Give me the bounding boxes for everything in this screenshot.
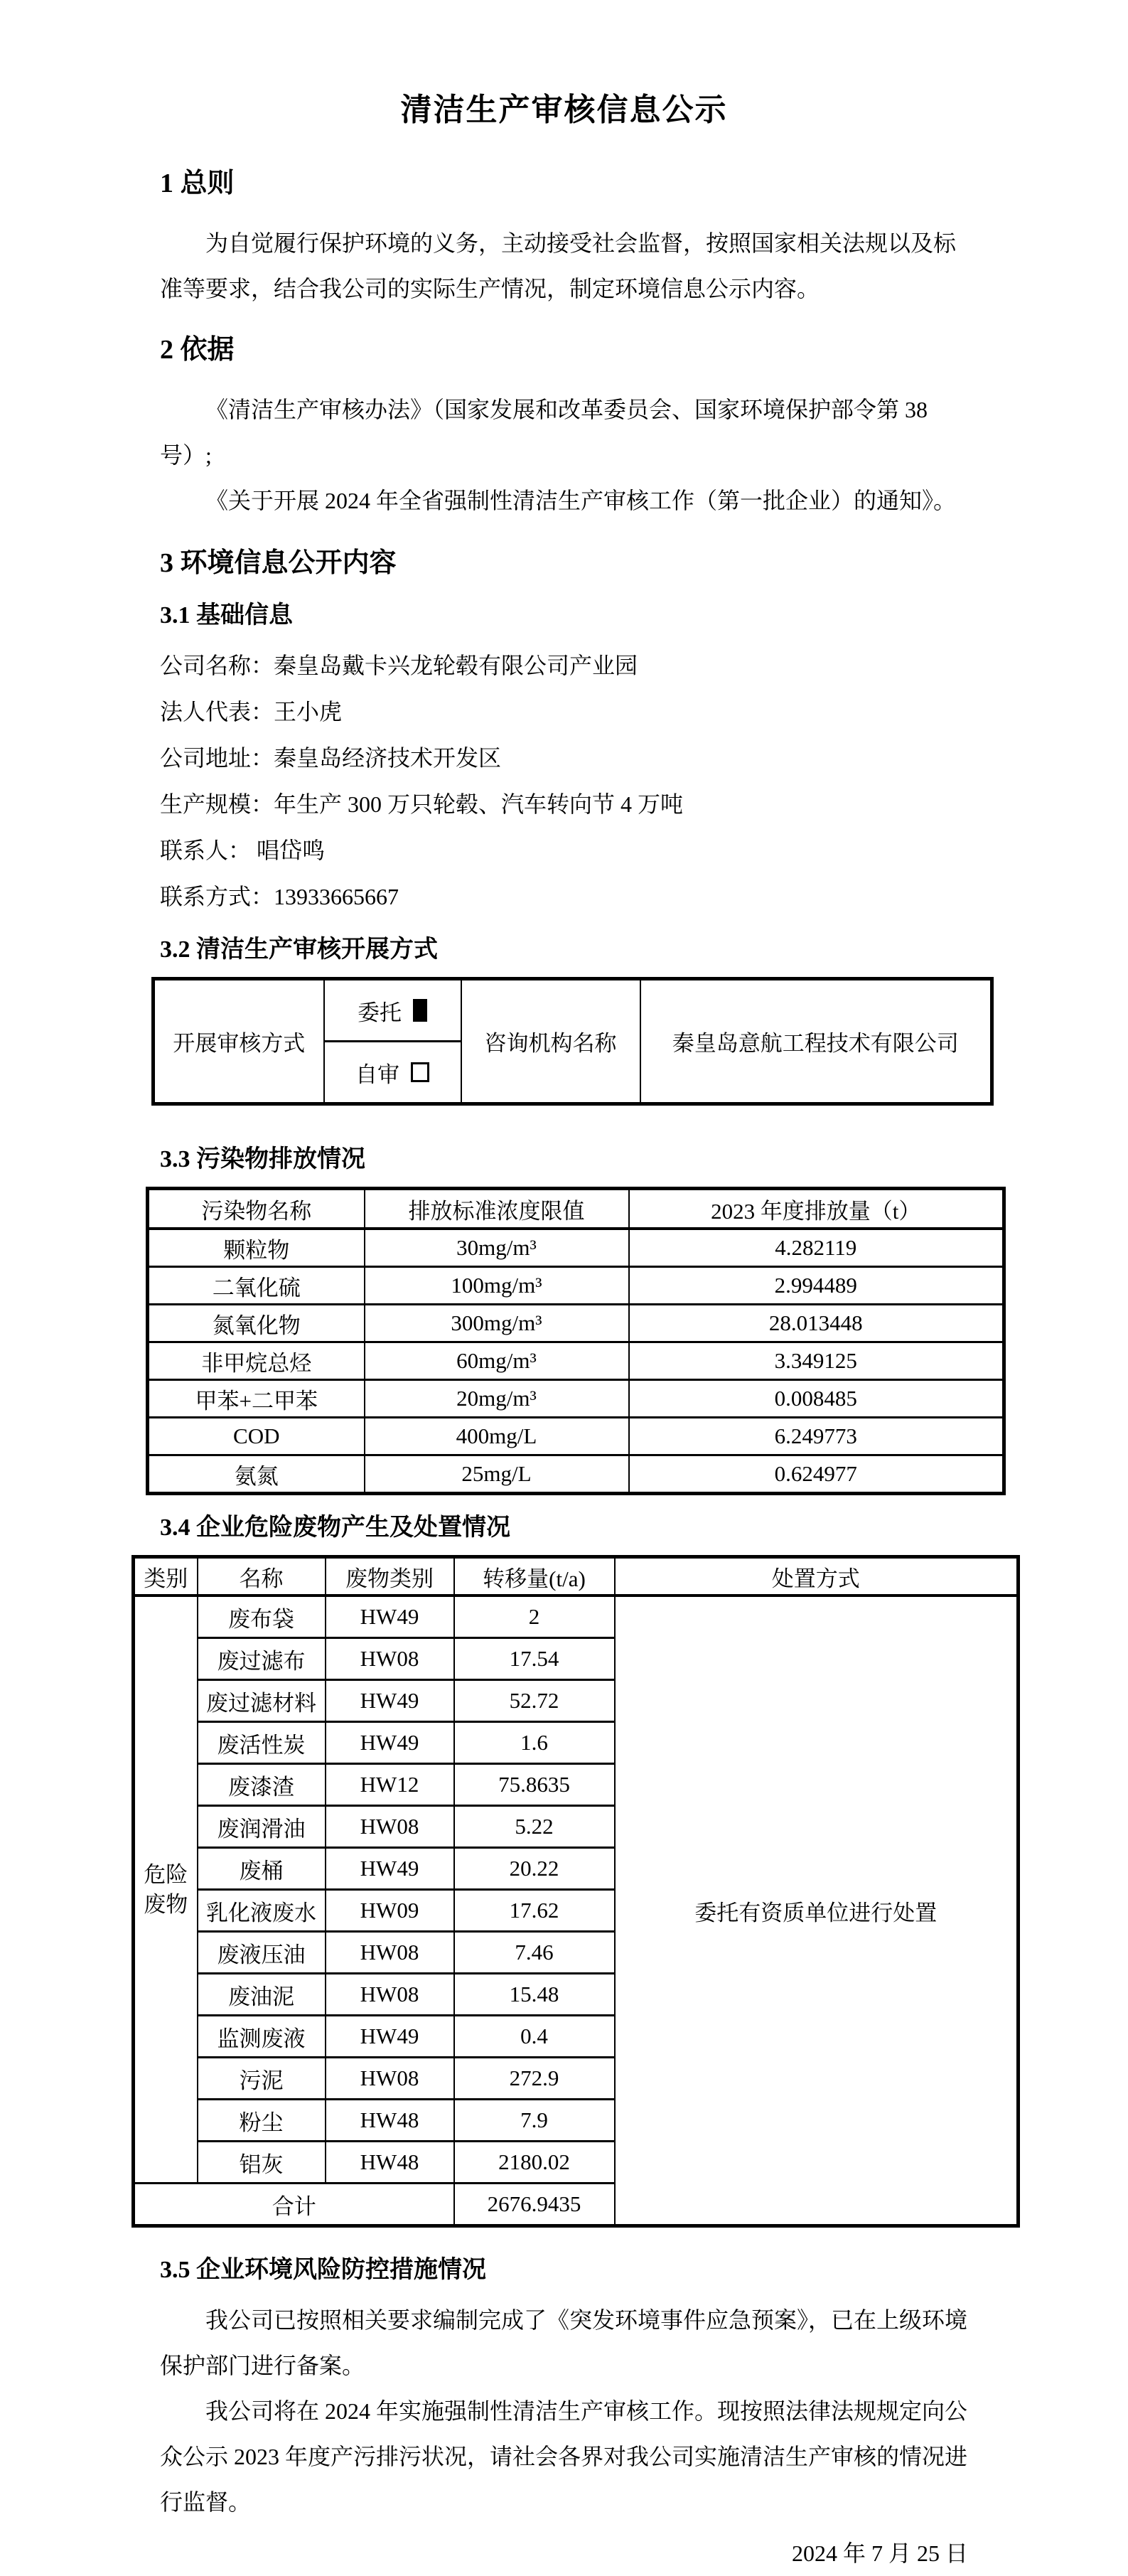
section-audit-method-heading: 3.2 清洁生产审核开展方式 [160,936,438,963]
audit-method-row-label: 开展审核方式 [154,979,324,1104]
waste-name-cell: 废液压油 [198,1932,326,1974]
waste-name-cell: 废活性炭 [198,1722,326,1764]
waste-category-cell: 危险废物 [134,1596,198,2184]
emissions-header-cell: 排放标准浓度限值 [365,1189,629,1229]
pollutant-name-cell: 非甲烷总烃 [148,1342,365,1380]
risk-paragraph: 我公司将在 2024 年实施强制性清洁生产审核工作。现按照法律法规规定向公众公示 2023 年度产污排污状况，请社会各界对我公司实施清洁生产审核的情况进行监督。 [160,2398,968,2515]
total-label-cell: 合计 [134,2184,454,2226]
waste-code-cell: HW49 [326,2016,454,2058]
option-self [355,1057,429,1089]
wastes-header-cell: 处置方式 [615,1557,1019,1596]
general-paragraph: 为自觉履行保护环境的义务，主动接受社会监督，按照国家相关法规以及标准等要求，结合我公司的实际生产情况，制定环境信息公示内容。 [160,230,957,301]
pollutant-amount-cell: 6.249773 [629,1418,1004,1455]
waste-name-cell: 废润滑油 [198,1806,326,1848]
option-entrust [358,995,427,1027]
pollutant-limit-cell: 300mg/m³ [365,1305,629,1342]
table-header-row [148,1189,1004,1229]
waste-name-cell: 粉尘 [198,2100,326,2142]
table-row [148,1418,1004,1455]
waste-amount-cell: 7.46 [454,1932,615,1974]
pollutant-name-cell: COD [148,1418,365,1455]
pollutant-limit-cell: 100mg/m³ [365,1267,629,1305]
checked-checkbox-icon [413,999,427,1022]
option-self-cell [324,1042,461,1104]
waste-amount-cell: 2 [454,1596,615,1638]
pollutant-limit-cell: 60mg/m³ [365,1342,629,1380]
wastes-header-cell: 转移量(t/a) [454,1557,615,1596]
waste-code-cell: HW49 [326,1596,454,1638]
waste-amount-cell: 1.6 [454,1722,615,1764]
waste-code-cell: HW49 [326,1848,454,1890]
disposal-method-cell: 委托有资质单位进行处置 [615,1596,1019,2226]
section-basis-heading: 2 依据 [160,335,235,365]
section-emissions-heading: 3.3 污染物排放情况 [160,1146,365,1172]
basis-list [160,387,968,523]
table-row [148,1455,1004,1494]
wastes-header-cell: 废物类别 [326,1557,454,1596]
pollutant-amount-cell: 4.282119 [629,1229,1004,1267]
pollutant-amount-cell: 0.624977 [629,1455,1004,1494]
table-row [148,1342,1004,1380]
emissions-table [146,1187,1006,1495]
pollutant-limit-cell: 30mg/m³ [365,1229,629,1267]
waste-amount-cell: 17.54 [454,1638,615,1680]
waste-name-cell: 污泥 [198,2058,326,2100]
waste-amount-cell: 17.62 [454,1890,615,1932]
pollutant-amount-cell: 28.013448 [629,1305,1004,1342]
waste-name-cell: 废漆渣 [198,1764,326,1806]
table-row [148,1267,1004,1305]
basis-item: 《清洁生产审核办法》（国家发展和改革委员会、国家环境保护部令第 38 号）; [160,397,928,468]
pollutant-name-cell: 氨氮 [148,1455,365,1494]
pollutant-name-cell: 二氧化硫 [148,1267,365,1305]
pollutant-name-cell: 颗粒物 [148,1229,365,1267]
waste-code-cell: HW08 [326,1974,454,2016]
table-row [134,1596,1019,1638]
pollutant-amount-cell: 0.008485 [629,1380,1004,1418]
consulting-org-name: 秦皇岛意航工程技术有限公司 [640,979,992,1104]
section-risk-heading: 3.5 企业环境风险防控措施情况 [160,2257,486,2283]
pollutant-amount-cell: 3.349125 [629,1342,1004,1380]
waste-amount-cell: 15.48 [454,1974,615,2016]
waste-code-cell: HW09 [326,1890,454,1932]
basis-item: 《关于开展 2024 年全省强制性清洁生产审核工作（第一批企业）的通知》。 [205,488,957,513]
waste-code-cell: HW08 [326,1638,454,1680]
waste-amount-cell: 20.22 [454,1848,615,1890]
wastes-header-cell: 类别 [134,1557,198,1596]
pollutant-name-cell: 甲苯+二甲苯 [148,1380,365,1418]
option-entrust-label: 委托 [358,1000,402,1025]
consulting-org-label: 咨询机构名称 [461,979,640,1104]
basic-info-line: 联系方式：13933665667 [160,884,399,909]
basic-info-line: 公司名称：秦皇岛戴卡兴龙轮毂有限公司产业园 [160,653,638,678]
waste-code-cell: HW48 [326,2142,454,2184]
audit-method-table [151,977,994,1106]
table-row [148,1380,1004,1418]
waste-code-cell: HW49 [326,1680,454,1722]
section-basic-info-heading: 3.1 基础信息 [160,602,293,629]
table-row [148,1229,1004,1267]
waste-code-cell: HW08 [326,1806,454,1848]
doc-date: 2024 年 7 月 25 日 [791,2540,968,2566]
table-row [154,979,992,1042]
pollutant-limit-cell: 25mg/L [365,1455,629,1494]
waste-code-cell: HW08 [326,1932,454,1974]
basic-info-line: 生产规模：年生产 300 万只轮毂、汽车转向节 4 万吨 [160,791,684,817]
section-wastes-heading: 3.4 企业危险废物产生及处置情况 [160,1514,510,1541]
pollutant-limit-cell: 400mg/L [365,1418,629,1455]
waste-name-cell: 废过滤材料 [198,1680,326,1722]
waste-amount-cell: 2180.02 [454,2142,615,2184]
waste-name-cell: 监测废液 [198,2016,326,2058]
pollutant-amount-cell: 2.994489 [629,1267,1004,1305]
section-disclosure-heading: 3 环境信息公开内容 [160,548,397,578]
option-entrust-cell [324,979,461,1042]
waste-name-cell: 废布袋 [198,1596,326,1638]
unchecked-checkbox-icon [411,1062,429,1082]
waste-amount-cell: 75.8635 [454,1764,615,1806]
basic-info-block [160,643,968,920]
pollutant-limit-cell: 20mg/m³ [365,1380,629,1418]
waste-amount-cell: 5.22 [454,1806,615,1848]
waste-name-cell: 废过滤布 [198,1638,326,1680]
table-row [148,1305,1004,1342]
waste-code-cell: HW12 [326,1764,454,1806]
table-header-row [134,1557,1019,1596]
waste-name-cell: 废油泥 [198,1974,326,2016]
waste-amount-cell: 272.9 [454,2058,615,2100]
pollutant-name-cell: 氮氧化物 [148,1305,365,1342]
waste-name-cell: 废桶 [198,1848,326,1890]
section-general-heading: 1 总则 [160,169,235,198]
waste-code-cell: HW49 [326,1722,454,1764]
emissions-header-cell: 2023 年度排放量（t） [629,1189,1004,1229]
waste-code-cell: HW08 [326,2058,454,2100]
risk-paragraph: 我公司已按照相关要求编制完成了《突发环境事件应急预案》，已在上级环境保护部门进行备案。 [160,2307,968,2378]
waste-code-cell: HW48 [326,2100,454,2142]
waste-amount-cell: 52.72 [454,1680,615,1722]
basic-info-line: 法人代表：王小虎 [160,699,343,725]
basic-info-line: 公司地址：秦皇岛经济技术开发区 [160,745,502,771]
emissions-header-cell: 污染物名称 [148,1189,365,1229]
wastes-header-cell: 名称 [198,1557,326,1596]
waste-name-cell: 铝灰 [198,2142,326,2184]
basic-info-line: 联系人： 唱岱鸣 [160,838,326,863]
page-title: 清洁生产审核信息公示 [400,92,728,127]
waste-amount-cell: 0.4 [454,2016,615,2058]
waste-amount-cell: 7.9 [454,2100,615,2142]
wastes-table [131,1555,1020,2228]
waste-name-cell: 乳化液废水 [198,1890,326,1932]
total-value-cell: 2676.9435 [454,2184,615,2226]
option-self-label: 自审 [355,1062,399,1087]
